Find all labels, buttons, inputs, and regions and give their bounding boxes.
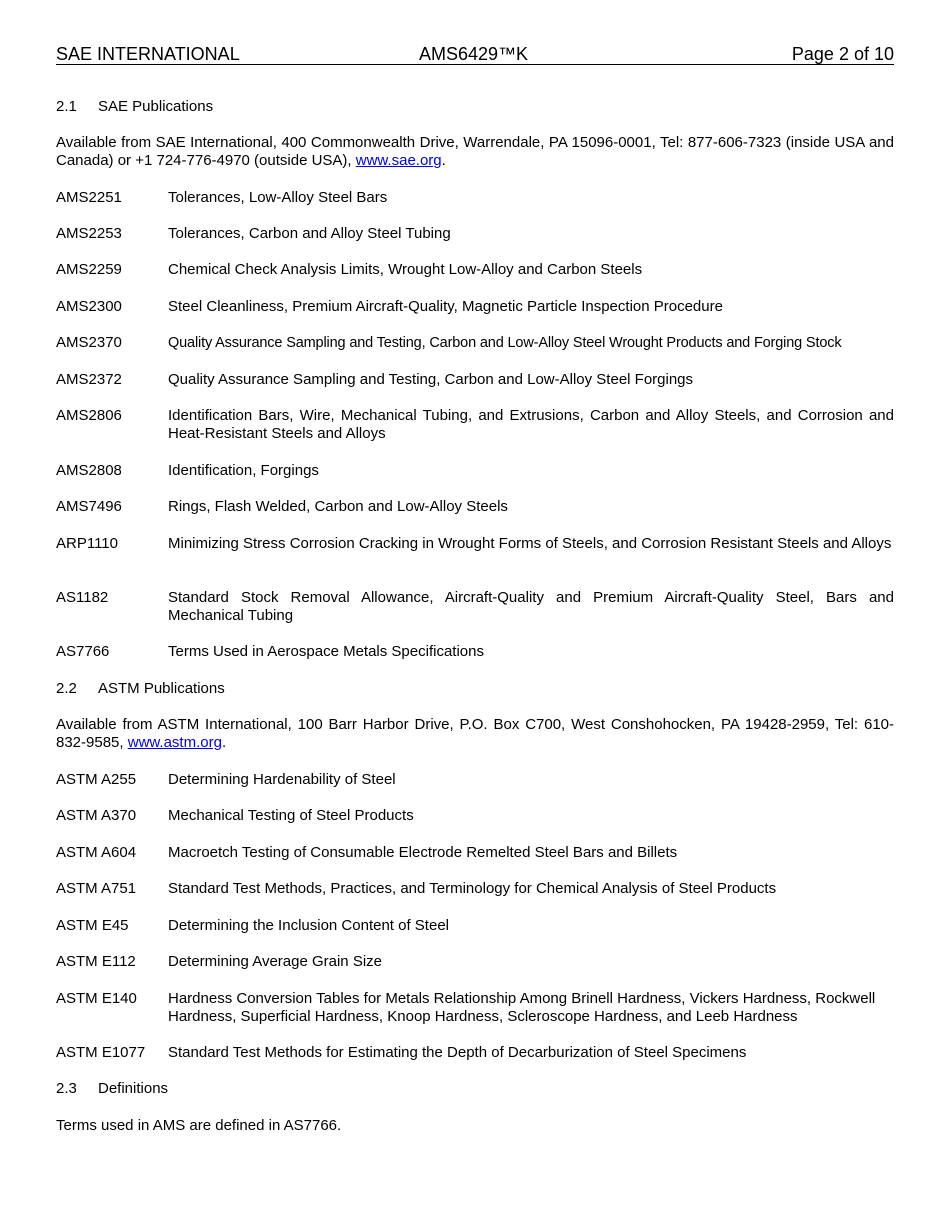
reference-code: AMS2808 <box>56 462 122 479</box>
astm-website-link[interactable]: www.astm.org <box>127 734 222 751</box>
reference-code: AS1182 <box>56 589 109 606</box>
reference-title: Rings, Flash Welded, Carbon and Low-Alloy Steels <box>168 498 508 515</box>
reference-title: Determining Hardenability of Steel <box>168 771 396 788</box>
reference-title: Hardness Conversion Tables for Metals Relationship Among Brinell Hardness, Vickers Hardness, Rockwell Hardness, Superficial Hardness, Knoop Hardness, Scleroscope Hardness, and Leeb Hardness <box>168 990 876 1025</box>
reference-code: AMS2372 <box>56 371 122 388</box>
reference-code: AMS7496 <box>56 498 122 515</box>
reference-code: AMS2259 <box>56 261 122 278</box>
reference-title: Chemical Check Analysis Limits, Wrought Low-Alloy and Carbon Steels <box>168 261 643 278</box>
reference-item <box>56 298 894 316</box>
reference-title: Standard Stock Removal Allowance, Aircraft-Quality and Premium Aircraft-Quality Steel, Bars and Mechanical Tubing <box>168 589 894 624</box>
reference-title: Quality Assurance Sampling and Testing, Carbon and Low-Alloy Steel Wrought Products and Forging Stock <box>168 335 842 351</box>
reference-title: Macroetch Testing of Consumable Electrode Remelted Steel Bars and Billets <box>168 844 678 861</box>
reference-title: Identification Bars, Wire, Mechanical Tubing, and Extrusions, Carbon and Alloy Steels, and Corrosion and Heat-Resistant Steels and Alloys <box>168 407 894 442</box>
reference-code: AMS2253 <box>56 225 122 242</box>
reference-code: AMS2251 <box>56 189 122 206</box>
reference-code: AMS2370 <box>56 334 122 351</box>
sae-website-link[interactable]: www.sae.org <box>355 152 442 169</box>
reference-code: ASTM A604 <box>56 844 137 861</box>
reference-title: Standard Test Methods, Practices, and Terminology for Chemical Analysis of Steel Products <box>168 880 777 897</box>
section-number: 2.1 <box>56 98 77 115</box>
definitions-paragraph: Terms used in AMS are defined in AS7766. <box>56 1117 342 1134</box>
reference-item <box>56 807 894 825</box>
reference-item <box>56 371 894 389</box>
reference-title: Steel Cleanliness, Premium Aircraft-Quality, Magnetic Particle Inspection Procedure <box>168 298 723 315</box>
reference-item <box>56 990 894 1026</box>
reference-item <box>56 917 894 935</box>
reference-item <box>56 225 894 243</box>
reference-item <box>56 589 894 625</box>
reference-title: Determining the Inclusion Content of Steel <box>168 917 449 934</box>
reference-item <box>56 643 894 661</box>
reference-item <box>56 462 894 480</box>
reference-item <box>56 844 894 862</box>
section-heading-2-2 <box>56 680 894 698</box>
reference-title: Standard Test Methods for Estimating the Depth of Decarburization of Steel Specimens <box>168 1044 747 1061</box>
section-title: SAE Publications <box>98 98 214 115</box>
reference-title: Terms Used in Aerospace Metals Specifications <box>168 643 484 660</box>
reference-code: ASTM A255 <box>56 771 137 788</box>
reference-code: ASTM E1077 <box>56 1044 146 1061</box>
header-org: SAE INTERNATIONAL <box>56 44 240 64</box>
reference-code: ASTM A751 <box>56 880 137 897</box>
reference-item <box>56 189 894 207</box>
reference-item <box>56 880 894 898</box>
reference-item <box>56 261 894 279</box>
reference-title: Determining Average Grain Size <box>168 953 382 970</box>
reference-code: AMS2806 <box>56 407 122 424</box>
reference-item <box>56 334 894 352</box>
reference-code: ARP1110 <box>56 535 118 552</box>
section-number: 2.3 <box>56 1080 77 1097</box>
reference-code: ASTM E45 <box>56 917 129 934</box>
section-heading-2-1 <box>56 98 894 116</box>
reference-code: AMS2300 <box>56 298 122 315</box>
reference-code: ASTM E112 <box>56 953 136 970</box>
reference-title: Quality Assurance Sampling and Testing, Carbon and Low-Alloy Steel Forgings <box>168 371 694 388</box>
reference-title: Mechanical Testing of Steel Products <box>168 807 414 824</box>
reference-code: ASTM E140 <box>56 990 137 1007</box>
reference-item <box>56 771 894 789</box>
reference-item <box>56 953 894 971</box>
reference-item <box>56 407 894 443</box>
reference-item <box>56 498 894 516</box>
section-title: Definitions <box>98 1080 169 1097</box>
section-title: ASTM Publications <box>98 680 225 697</box>
reference-item <box>56 535 894 553</box>
astm-availability-paragraph: Available from ASTM International, 100 Barr Harbor Drive, P.O. Box C700, West Conshohocken, PA 19428-2959, Tel: 610-832-9585, www.astm.org. <box>56 716 894 751</box>
sae-availability-paragraph: Available from SAE International, 400 Commonwealth Drive, Warrendale, PA 15096-0001, Tel: 877-606-7323 (inside USA and Canada) or +1 724-776-4970 (outside USA), www.sae.org. <box>56 134 894 169</box>
reference-code: ASTM A370 <box>56 807 137 824</box>
section-heading-2-3 <box>56 1080 894 1098</box>
reference-title: Tolerances, Carbon and Alloy Steel Tubing <box>168 225 451 242</box>
header-page-number: Page 2 of 10 <box>791 44 894 64</box>
reference-item <box>56 1044 894 1062</box>
header-doc-id: AMS6429™K <box>419 44 529 64</box>
reference-title: Identification, Forgings <box>168 462 319 479</box>
section-number: 2.2 <box>56 680 77 697</box>
reference-title: Minimizing Stress Corrosion Cracking in Wrought Forms of Steels, and Corrosion Resistant Steels and Alloys <box>168 535 892 552</box>
page-header <box>56 44 894 65</box>
reference-code: AS7766 <box>56 643 110 660</box>
reference-title: Tolerances, Low-Alloy Steel Bars <box>168 189 388 206</box>
